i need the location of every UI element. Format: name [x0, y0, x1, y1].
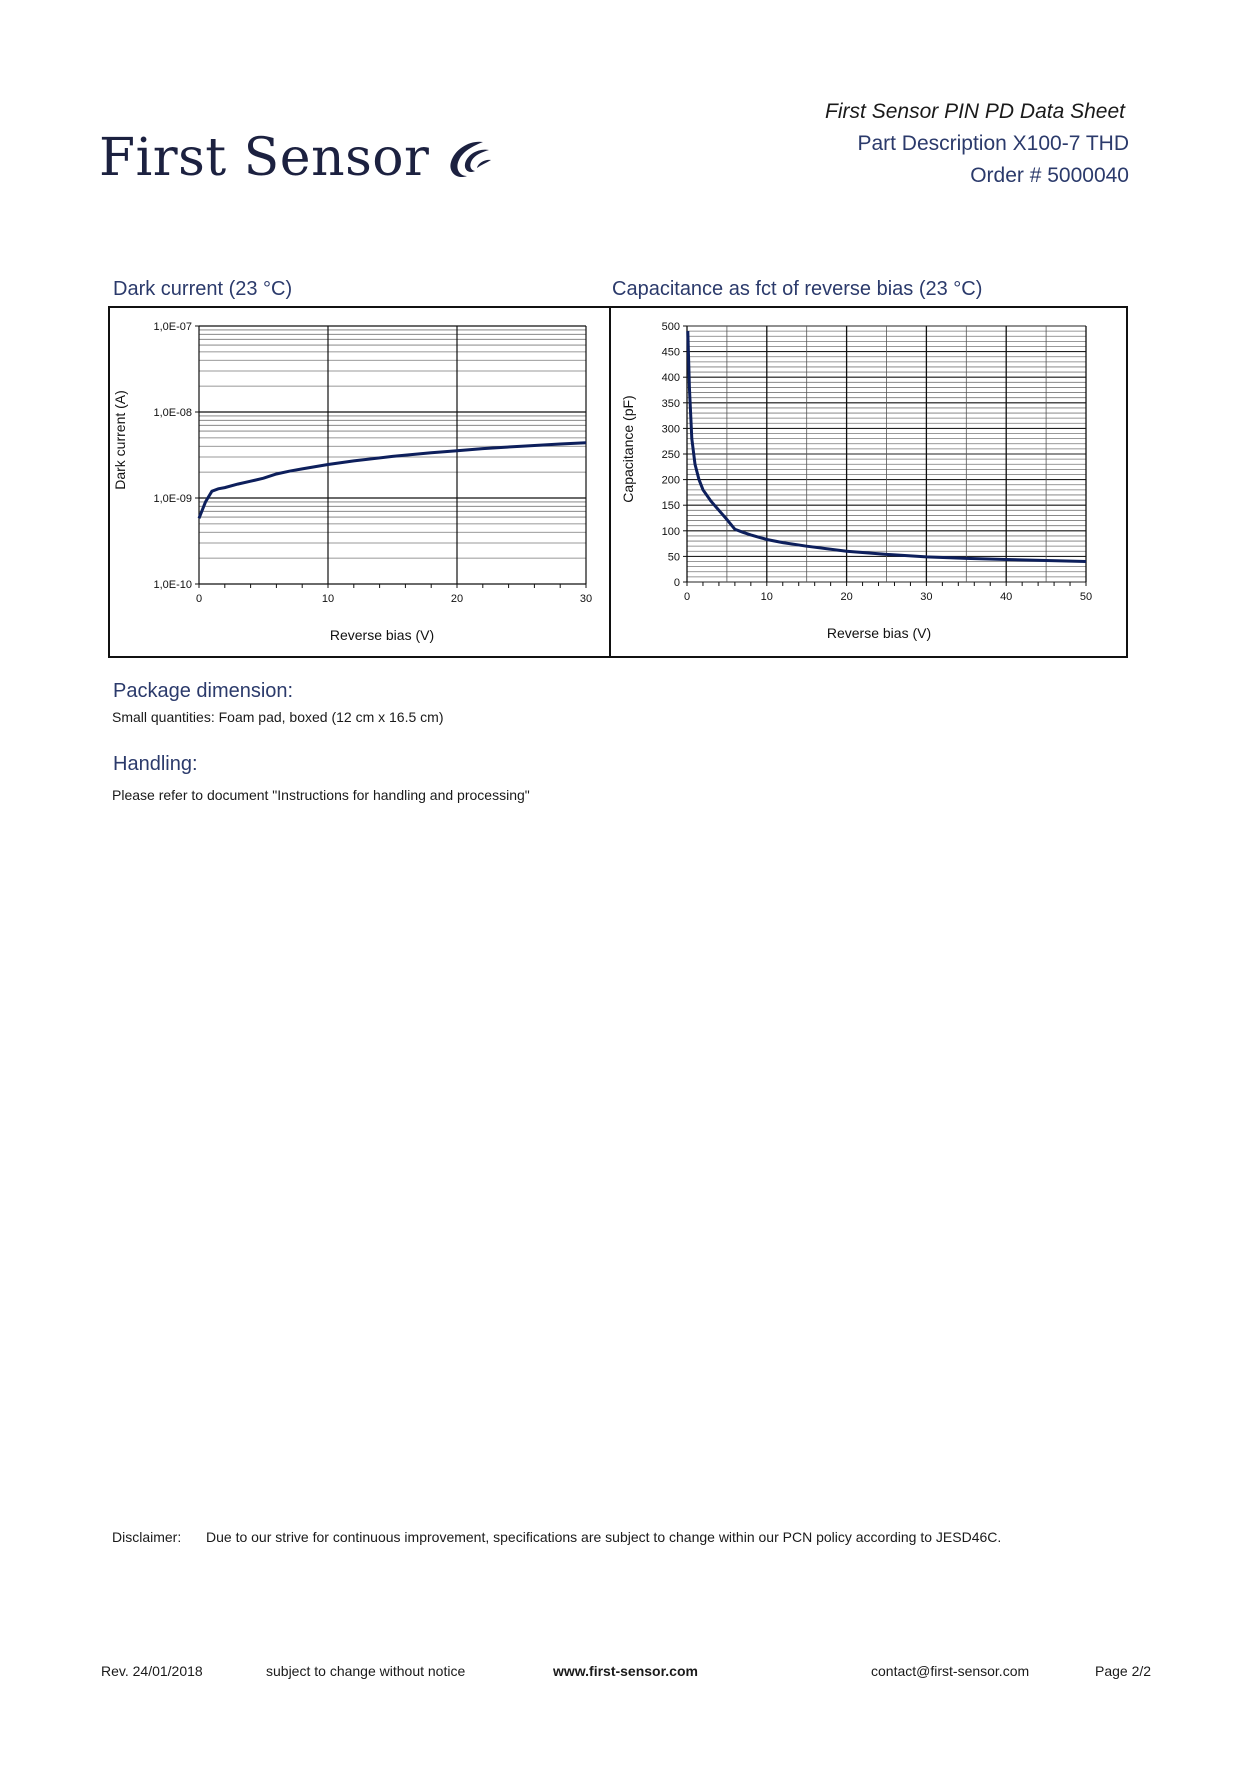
cap-y-tick-label: 300: [661, 423, 680, 436]
cap-y-tick-label: 400: [661, 372, 680, 385]
dc-x-tick-label: 0: [195, 593, 203, 605]
dark-current-title: Dark current (23 °C): [113, 278, 293, 300]
footer-website-link[interactable]: www.first-sensor.com: [553, 1663, 698, 1679]
cap-y-tick-label: 0: [673, 577, 680, 589]
dark-current-series-line: [199, 443, 586, 519]
logo-swirl-icon: [443, 138, 493, 182]
package-text: Small quantities: Foam pad, boxed (12 cm x 16.5 cm): [112, 709, 444, 725]
dark-current-y-axis-label: Dark current (A): [112, 390, 128, 490]
footer-rev: Rev. 24/01/2018: [101, 1663, 203, 1679]
dc-y-tick-label: 1,0E-08: [153, 407, 192, 419]
capacitance-x-axis-label: Reverse bias (V): [826, 625, 932, 641]
cap-y-tick-label: 50: [667, 551, 680, 564]
cap-x-tick-label: 20: [840, 591, 853, 603]
dc-y-tick-label: 1,0E-07: [153, 321, 192, 333]
disclaimer-text: Due to our strive for continuous improvement, specifications are subject to change within our PCN policy according to JESD46C.: [206, 1529, 1002, 1545]
capacitance-y-axis-label: Capacitance (pF): [620, 395, 636, 503]
dark-current-ticks: [153, 321, 592, 605]
company-logo-text: First Sensor: [99, 128, 430, 188]
capacitance-chart: [611, 306, 1128, 658]
cap-x-tick-label: 10: [760, 591, 773, 603]
footer-page-number: Page 2/2: [1095, 1663, 1152, 1679]
dark-current-x-axis-label: Reverse bias (V): [329, 627, 435, 643]
dc-y-tick-label: 1,0E-10: [153, 579, 192, 591]
dc-x-tick-label: 20: [450, 593, 464, 605]
doc-title: First Sensor PIN PD Data Sheet: [825, 100, 1125, 123]
footer-contact-link[interactable]: contact@first-sensor.com: [871, 1663, 1030, 1679]
part-description: Part Description X100-7 THD: [857, 132, 1129, 155]
disclaimer-label: Disclaimer:: [112, 1529, 182, 1545]
dc-x-tick-label: 30: [579, 593, 593, 605]
cap-y-tick-label: 150: [661, 500, 680, 513]
dark-current-chart: [108, 306, 609, 658]
order-number: Order # 5000040: [970, 164, 1129, 187]
cap-y-tick-label: 350: [661, 397, 680, 410]
capacitance-title: Capacitance as fct of reverse bias (23 °C): [612, 278, 983, 300]
cap-x-tick-label: 50: [1079, 591, 1093, 603]
cap-x-tick-label: 0: [683, 591, 691, 603]
footer-notice: subject to change without notice: [266, 1663, 466, 1679]
dc-y-tick-label: 1,0E-09: [153, 493, 192, 505]
capacitance-grid: [687, 326, 1086, 582]
handling-text: Please refer to document "Instructions for handling and processing": [112, 787, 530, 803]
cap-y-tick-label: 500: [661, 321, 680, 333]
cap-x-tick-label: 40: [1000, 591, 1013, 603]
cap-y-tick-label: 100: [661, 525, 680, 538]
cap-y-tick-label: 200: [661, 474, 680, 487]
cap-x-tick-label: 30: [920, 591, 933, 603]
package-title: Package dimension:: [113, 680, 294, 702]
dc-x-tick-label: 10: [321, 593, 335, 605]
handling-title: Handling:: [113, 753, 198, 775]
cap-y-tick-label: 450: [661, 346, 680, 359]
cap-y-tick-label: 250: [661, 449, 680, 461]
capacitance-series-line: [688, 331, 1086, 561]
